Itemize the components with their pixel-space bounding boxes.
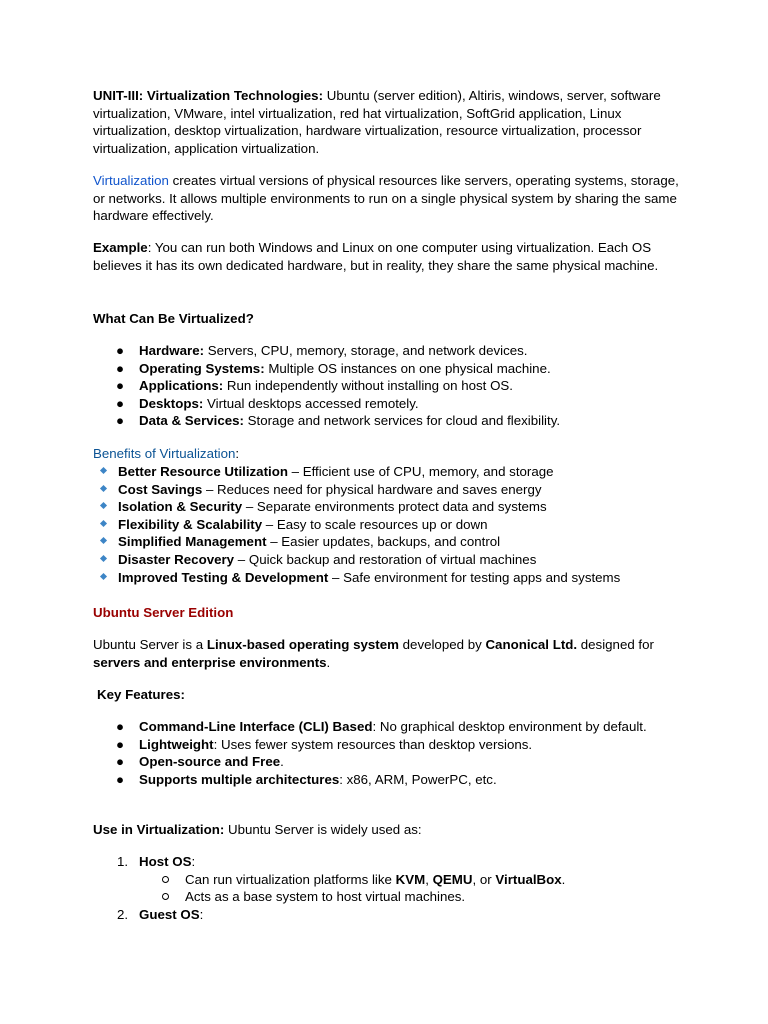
benefits-list — [93, 463, 683, 586]
bullet-icon: ● — [116, 736, 125, 752]
list-item: ● Operating Systems: Multiple OS instances on one physical machine. — [116, 360, 551, 376]
bullet-icon: ● — [116, 395, 125, 411]
circle-bullet-icon — [162, 876, 169, 883]
list-item: 2. Guest OS: — [117, 906, 204, 922]
diamond-bullet-icon — [100, 467, 107, 474]
diamond-bullet-icon — [100, 520, 107, 527]
list-item: Can run virtualization platforms like KVM, QEMU, or VirtualBox. — [93, 871, 683, 889]
diamond-bullet-icon — [100, 485, 107, 492]
list-item: ● Hardware: Servers, CPU, memory, storage, and network devices. — [116, 343, 528, 358]
benefits-heading: Benefits of Virtualization: — [93, 446, 240, 461]
list-number: 2. — [117, 906, 129, 922]
list-number: 1. — [117, 854, 129, 869]
list-item: ● Data & Services: Storage and network services for cloud and flexibility. — [116, 413, 561, 429]
bullet-icon: ● — [116, 343, 125, 358]
what-heading: What Can Be Virtualized? — [93, 311, 254, 326]
what-list — [93, 342, 683, 430]
list-item: Flexibility & Scalability – Easy to scale resources up or down — [93, 516, 683, 534]
list-item: Acts as a base system to host virtual machines. — [93, 888, 683, 906]
unit-topics: Ubuntu (server edition), Altiris, windows, server, software virtualization, VMware, intel virtualization, red hat virtualization, SoftGrid application, Linux virtualization, desktop virtualization, hardware virtualization, resource virtualization, processor virtualization, application virtualization. — [93, 88, 661, 156]
bullet-icon: ● — [116, 754, 125, 770]
example-text: : You can run both Windows and Linux on one computer using virtualization. Each OS believes it has its own dedicated hardware, but in reality, they share the same physical machine. — [93, 240, 659, 273]
list-item: Cost Savings – Reduces need for physical hardware and saves energy — [93, 481, 683, 499]
list-item: ● Open-source and Free. — [116, 754, 284, 770]
example-paragraph — [93, 239, 683, 274]
diamond-bullet-icon — [100, 537, 107, 544]
features-list — [93, 718, 683, 788]
list-item: ● Desktops: Virtual desktops accessed remotely. — [116, 395, 419, 411]
use-list — [93, 853, 683, 923]
list-item: 1. Host OS: Can run virtualization platforms like KVM, QEMU, or VirtualBox. Acts as a base system to host virtual machines. — [93, 853, 683, 906]
list-item: Better Resource Utilization – Efficient use of CPU, memory, and storage — [93, 463, 683, 481]
host-os-sublist — [93, 871, 683, 906]
list-item: ● Supports multiple architectures: x86, ARM, PowerPC, etc. — [116, 771, 497, 787]
unit-paragraph — [93, 87, 683, 157]
bullet-icon: ● — [116, 360, 125, 376]
diamond-bullet-icon — [100, 573, 107, 580]
list-item: Disaster Recovery – Quick backup and restoration of virtual machines — [93, 551, 683, 569]
example-label: Example — [93, 240, 148, 255]
virtualization-term: Virtualization — [93, 173, 169, 188]
diamond-bullet-icon — [100, 555, 107, 562]
list-item: ● Command-Line Interface (CLI) Based: No graphical desktop environment by default. — [116, 719, 647, 734]
bullet-icon: ● — [116, 771, 125, 787]
intro-text: creates virtual versions of physical resources like servers, operating systems, storage, or networks. It allows multiple environments to run on a single physical system by sharing the same hardware effectively. — [93, 173, 679, 224]
list-item: Simplified Management – Easier updates, backups, and control — [93, 533, 683, 551]
list-item: ● Lightweight: Uses fewer system resources than desktop versions. — [116, 736, 533, 752]
key-features-heading: Key Features: — [97, 687, 185, 702]
list-item: ● Applications: Run independently without installing on host OS. — [116, 378, 513, 394]
bullet-icon: ● — [116, 413, 125, 429]
list-item: Improved Testing & Development – Safe environment for testing apps and systems — [93, 569, 683, 587]
ubuntu-heading: Ubuntu Server Edition — [93, 605, 234, 620]
ubuntu-paragraph: Ubuntu Server is a Linux-based operating system developed by Canonical Ltd. designed for servers and enterprise environments. — [93, 637, 654, 670]
bullet-icon: ● — [116, 719, 125, 734]
diamond-bullet-icon — [100, 502, 107, 509]
circle-bullet-icon — [162, 893, 169, 900]
intro-paragraph — [93, 172, 683, 225]
use-paragraph: Use in Virtualization: Ubuntu Server is widely used as: — [93, 822, 422, 837]
bullet-icon: ● — [116, 378, 125, 394]
list-item: Isolation & Security – Separate environments protect data and systems — [93, 498, 683, 516]
unit-heading: UNIT-III: Virtualization Technologies: — [93, 88, 324, 103]
